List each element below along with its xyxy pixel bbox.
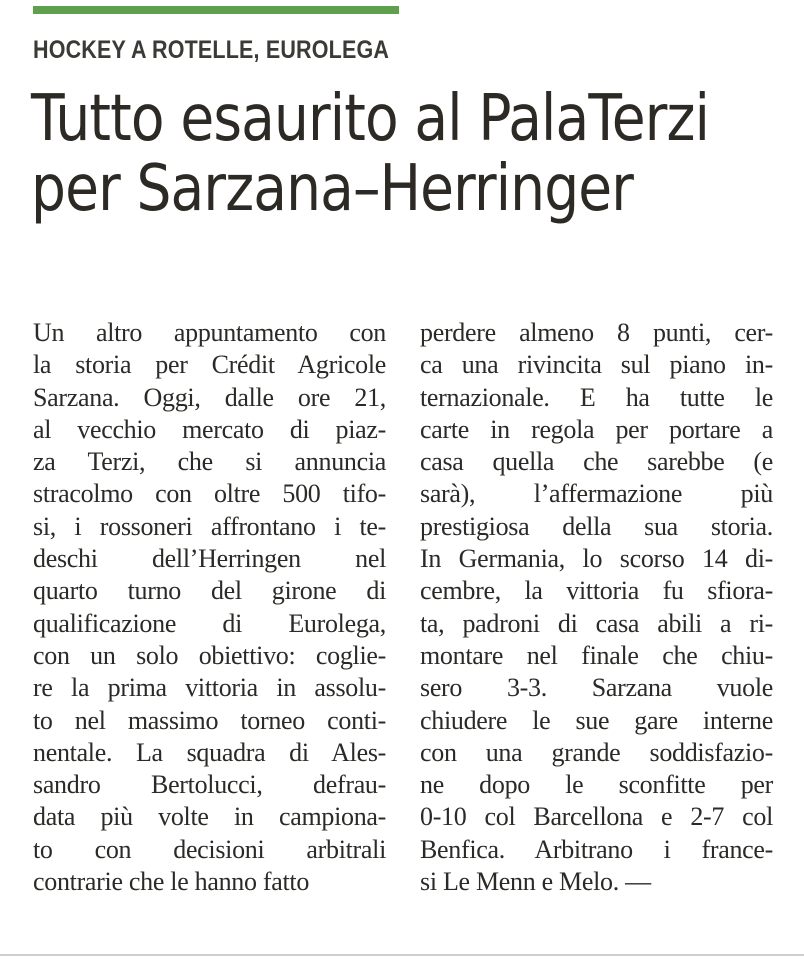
body-text-line: qualificazione di Eurolega, [33,608,386,638]
body-text-line: re la prima vittoria in assolu- [33,673,386,703]
body-text-line: al vecchio mercato di piaz- [33,414,386,444]
body-text-line: montare nel finale che chiu- [420,640,773,670]
body-text-line: chiudere le sue gare interne [420,705,773,735]
bottom-divider [0,954,804,956]
article-headline [31,84,771,224]
body-text-line: con un solo obiettivo: coglie- [33,640,386,670]
body-text-line: quarto turno del girone di [33,576,386,606]
section-accent-bar [33,6,399,14]
body-text-line: prestigiosa della sua storia. [420,511,773,541]
body-text-line: sarà), l’affermazione più [420,479,773,509]
body-text-line: deschi dell’Herringen nel [33,544,386,574]
body-text-line: sandro Bertolucci, defrau- [33,770,386,800]
body-column-left [33,317,386,898]
body-text-line: casa quella che sarebbe (e [420,447,773,477]
body-text-line: ca una rivincita sul piano in- [420,350,773,380]
body-text-line: nentale. La squadra di Ales- [33,737,386,767]
section-kicker: HOCKEY A ROTELLE, EUROLEGA [33,36,390,64]
body-text-line: za Terzi, che si annuncia [33,447,386,477]
body-text-line: contrarie che le hanno fatto [33,867,310,897]
body-text-line: to con decisioni arbitrali [33,834,386,864]
body-text-line: sero 3-3. Sarzana vuole [420,673,773,703]
headline-line: Tutto esaurito al PalaTerzi [31,82,710,156]
body-column-right [420,317,773,898]
body-text-line: con una grande soddisfazio- [420,737,773,767]
body-text-line: Un altro appuntamento con [33,318,386,347]
body-text-line: la storia per Crédit Agricole [33,350,386,380]
body-text-line: to nel massimo torneo conti- [33,705,386,735]
body-text-line: data più volte in campiona- [33,802,386,832]
body-text-line: si, i rossoneri affrontano i te- [33,511,386,541]
body-text-line: carte in regola per portare a [420,414,773,444]
body-text-line: cembre, la vittoria fu sfiora- [420,576,773,606]
body-text-line: Benfica. Arbitrano i france- [420,834,773,864]
body-text-line: stracolmo con oltre 500 tifo- [33,479,386,509]
article-body [33,317,773,898]
body-text-line: perdere almeno 8 punti, cer- [420,318,773,347]
headline-line: per Sarzana–Herringer [31,152,634,226]
body-text-line: ternazionale. E ha tutte le [420,382,773,412]
body-text-line: 0-10 col Barcellona e 2-7 col [420,802,773,832]
body-text-line: si Le Menn e Melo. — [420,867,651,897]
body-text-line: ta, padroni di casa abili a ri- [420,608,773,638]
body-text-line: Sarzana. Oggi, dalle ore 21, [33,382,386,412]
body-text-line: In Germania, lo scorso 14 di- [420,544,773,574]
body-text-line: ne dopo le sconfitte per [420,770,773,800]
